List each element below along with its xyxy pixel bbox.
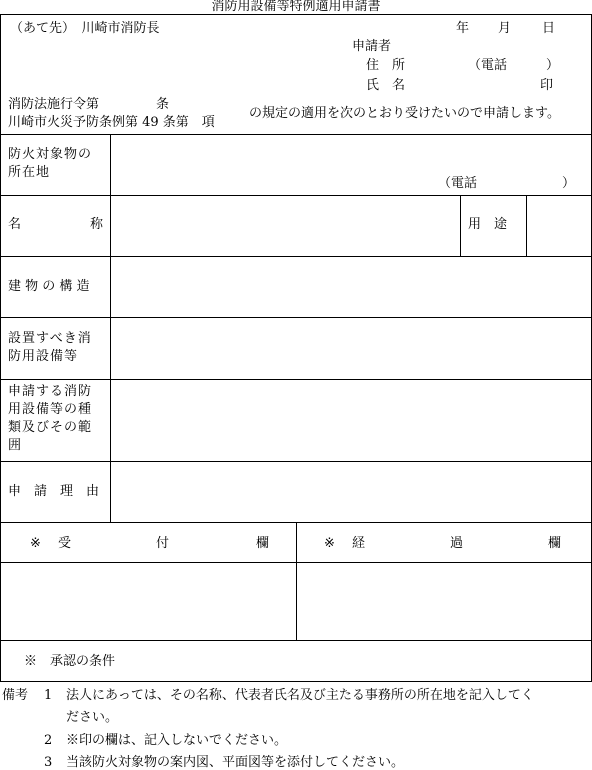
progress-char: 経 xyxy=(352,536,366,551)
note-number: 2 xyxy=(44,733,53,748)
name-label: 氏 名 xyxy=(366,78,406,93)
row-divider xyxy=(0,640,592,641)
structure-label: 建 物 の 構 造 xyxy=(8,279,90,294)
row-divider xyxy=(0,379,592,380)
progress-char: 欄 xyxy=(548,536,562,551)
progress-mark: ※ xyxy=(324,536,335,551)
tel-label: （電話 xyxy=(468,58,508,73)
applied-equipment-label: 類及びその範 xyxy=(8,420,93,435)
progress-char: 過 xyxy=(450,536,464,551)
location-label: 防火対象物の xyxy=(8,147,93,162)
row-divider xyxy=(0,461,592,462)
use-value-divider xyxy=(526,195,527,256)
note-text: 法人にあっては、その名称、代表者氏名及び主たる事務所の所在地を記入してく xyxy=(66,688,534,703)
reception-mark: ※ xyxy=(30,536,41,551)
name-label-a: 名 xyxy=(8,217,22,232)
reception-char: 受 xyxy=(58,536,72,551)
name-label-b: 称 xyxy=(90,217,104,232)
notes-heading: 備考 xyxy=(2,688,29,703)
label-column-divider xyxy=(110,134,111,522)
location-label: 所在地 xyxy=(8,165,51,180)
row-divider xyxy=(0,195,592,196)
applied-equipment-label: 囲 xyxy=(8,438,23,453)
note-number: 3 xyxy=(44,755,53,770)
document-title: 消防用設備等特例適用申請書 xyxy=(211,0,381,14)
location-tel-close: ） xyxy=(562,176,576,191)
regulation-line1-a: 消防法施行令第 xyxy=(8,97,100,112)
applied-equipment-label: 用設備等の種 xyxy=(8,402,93,417)
addressee: （あて先） 川崎市消防長 xyxy=(10,21,160,36)
seal-mark: 印 xyxy=(540,78,554,93)
date-year: 年 xyxy=(456,21,470,36)
reason-label: 申 請 理 由 xyxy=(8,484,100,499)
reception-char: 欄 xyxy=(256,536,270,551)
row-divider xyxy=(0,317,592,318)
reception-char: 付 xyxy=(156,536,170,551)
required-equipment-label: 設置すべき消 xyxy=(8,331,92,346)
use-column-divider xyxy=(460,195,461,256)
note-text: 当該防火対象物の案内図、平面図等を添付してください。 xyxy=(66,755,405,770)
date-day: 日 xyxy=(542,21,556,36)
tel-close: ） xyxy=(546,58,560,73)
reception-progress-divider xyxy=(296,522,297,640)
regulation-suffix: の規定の適用を次のとおり受けたいので申請します。 xyxy=(249,106,560,121)
row-divider xyxy=(0,256,592,257)
address-label: 住 所 xyxy=(366,58,406,73)
applicant-label: 申請者 xyxy=(352,39,392,54)
applied-equipment-label: 申請する消防 xyxy=(8,384,93,399)
note-number: 1 xyxy=(44,688,53,703)
required-equipment-label: 防用設備等 xyxy=(8,349,79,364)
note-text: ※印の欄は、記入しないでください。 xyxy=(66,733,288,748)
location-tel-label: （電話 xyxy=(438,176,478,191)
use-label: 用 途 xyxy=(468,217,508,232)
approval-conditions-label: ※ 承認の条件 xyxy=(24,654,116,669)
regulation-line1-b: 条 xyxy=(156,97,170,112)
regulation-line2: 川崎市火災予防条例第 49 条第 項 xyxy=(8,115,215,130)
date-month: 月 xyxy=(498,21,512,36)
note-text: ださい。 xyxy=(66,710,119,725)
